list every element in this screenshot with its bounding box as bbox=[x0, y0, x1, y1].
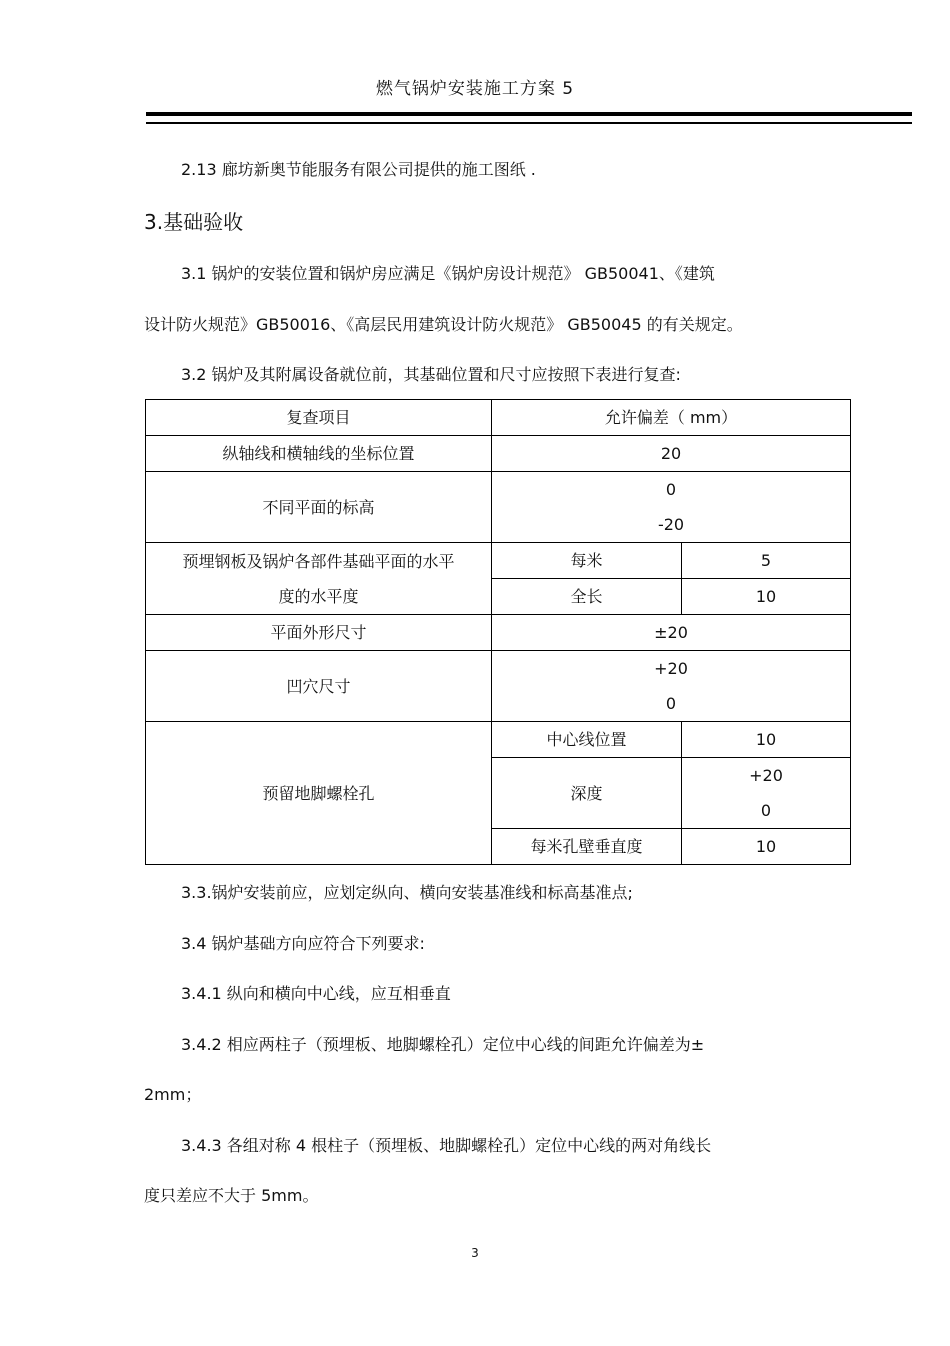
table-cell-item: 凹穴尺寸 bbox=[146, 651, 492, 722]
value-line: 0 bbox=[760, 801, 772, 820]
page-number: 3 bbox=[471, 1246, 479, 1260]
value-line: 0 bbox=[665, 694, 677, 713]
table-cell-value bbox=[682, 758, 851, 829]
table-cell-subitem: 每米 bbox=[492, 543, 682, 579]
table-cell-subitem: 全长 bbox=[492, 579, 682, 615]
paragraph-3-3: 3.3.锅炉安装前应，应划定纵向、横向安装基准线和标高基准点; bbox=[181, 883, 633, 902]
table-cell-value: 10 bbox=[682, 722, 851, 758]
table-cell-value: 5 bbox=[682, 543, 851, 579]
table-cell-item: 预留地脚螺栓孔 bbox=[146, 722, 492, 865]
item-line: 度的水平度 bbox=[278, 586, 359, 606]
table-cell-item: 平面外形尺寸 bbox=[146, 615, 492, 651]
table-cell-value: ±20 bbox=[492, 615, 851, 651]
paragraph-3-4-1: 3.4.1 纵向和横向中心线，应互相垂直 bbox=[181, 984, 451, 1003]
foundation-check-table bbox=[145, 399, 851, 865]
value-line: 0 bbox=[665, 480, 677, 499]
paragraph-3-4-3-line1: 3.4.3 各组对称 4 根柱子（预埋板、地脚螺栓孔）定位中心线的两对角线长 bbox=[181, 1136, 712, 1155]
table-header-item: 复查项目 bbox=[146, 400, 492, 436]
page-header-title: 燃气锅炉安装施工方案 5 bbox=[375, 79, 575, 99]
value-line: +20 bbox=[654, 659, 688, 678]
table-cell-value: 10 bbox=[682, 579, 851, 615]
section-heading-3: 3.基础验收 bbox=[144, 210, 244, 234]
value-line: +20 bbox=[749, 766, 783, 785]
table-cell-item bbox=[146, 543, 492, 615]
item-line: 预埋钢板及锅炉各部件基础平面的水平 bbox=[182, 551, 455, 571]
header-rule-thick bbox=[146, 112, 912, 116]
table-cell-value: 20 bbox=[492, 436, 851, 472]
paragraph-3-4-3-line2: 度只差应不大于 5mm。 bbox=[144, 1186, 319, 1205]
paragraph-3-2: 3.2 锅炉及其附属设备就位前，其基础位置和尺寸应按照下表进行复查: bbox=[181, 365, 681, 384]
table-cell-item: 不同平面的标高 bbox=[146, 472, 492, 543]
table-cell-subitem: 中心线位置 bbox=[492, 722, 682, 758]
value-line: -20 bbox=[657, 515, 685, 534]
table-cell-value bbox=[492, 472, 851, 543]
paragraph-3-4-2-line1: 3.4.2 相应两柱子（预埋板、地脚螺栓孔）定位中心线的间距允许偏差为± bbox=[181, 1035, 705, 1054]
header-rule-thin bbox=[146, 122, 912, 124]
paragraph-3-4-2-line2: 2mm； bbox=[144, 1085, 202, 1104]
paragraph-3-1-line2: 设计防火规范》GB50016、《高层民用建筑设计防火规范》 GB50045 的有关规定。 bbox=[144, 315, 743, 334]
paragraph-3-4: 3.4 锅炉基础方向应符合下列要求: bbox=[181, 934, 425, 953]
table-cell-value bbox=[492, 651, 851, 722]
paragraph-3-1-line1: 3.1 锅炉的安装位置和锅炉房应满足《锅炉房设计规范》 GB50041、《建筑 bbox=[181, 264, 715, 283]
table-header-tolerance: 允许偏差（ mm） bbox=[492, 400, 851, 436]
table-cell-value: 10 bbox=[682, 829, 851, 865]
table-cell-subitem: 深度 bbox=[492, 758, 682, 829]
paragraph-2-13: 2.13 廊坊新奥节能服务有限公司提供的施工图纸 . bbox=[181, 160, 536, 179]
table-cell-subitem: 每米孔壁垂直度 bbox=[492, 829, 682, 865]
table-cell-item: 纵轴线和横轴线的坐标位置 bbox=[146, 436, 492, 472]
